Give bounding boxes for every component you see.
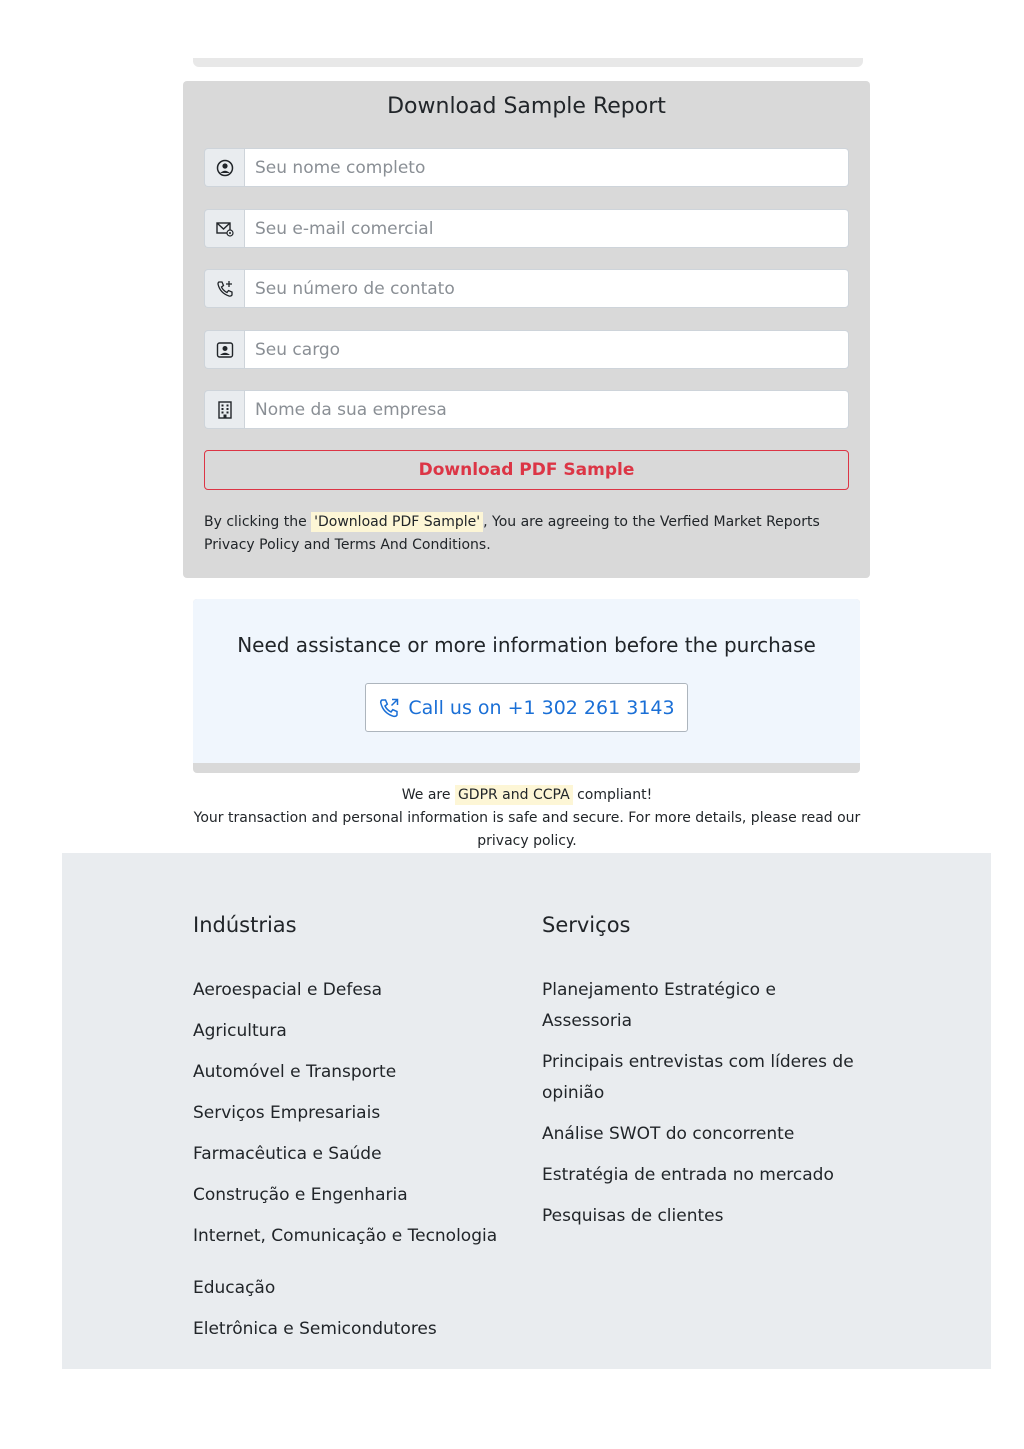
industry-link[interactable]: Eletrônica e Semicondutores — [193, 1319, 437, 1339]
disclaimer-suffix: , You are agreeing to the Verfied Market Reports Privacy Policy and Terms And Conditions. — [204, 514, 820, 553]
phone-field — [204, 269, 849, 308]
gdpr-line-2: Your transaction and personal information is safe and secure. For more details, please read our privacy policy. — [193, 810, 861, 849]
service-link[interactable]: Planejamento Estratégico e Assessoria — [542, 980, 776, 1031]
gdpr-prefix: We are — [401, 787, 455, 803]
job-title-input[interactable] — [244, 330, 849, 369]
gdpr-suffix: compliant! — [572, 787, 653, 803]
industry-link[interactable]: Serviços Empresariais — [193, 1103, 381, 1123]
assistance-title: Need assistance or more information before the purchase — [237, 633, 816, 657]
form-title: Download Sample Report — [387, 94, 666, 119]
email-field — [204, 209, 849, 248]
email-at-icon — [204, 209, 244, 248]
phone-input[interactable] — [244, 269, 849, 308]
previous-card-edge — [193, 58, 863, 67]
download-pdf-sample-button[interactable]: Download PDF Sample — [204, 450, 849, 490]
service-link[interactable]: Estratégia de entrada no mercado — [542, 1165, 834, 1185]
gdpr-notice — [190, 784, 864, 853]
industry-link[interactable]: Construção e Engenharia — [193, 1185, 408, 1205]
industry-link[interactable]: Agricultura — [193, 1021, 287, 1041]
gdpr-line-1 — [190, 784, 864, 807]
service-link[interactable]: Análise SWOT do concorrente — [542, 1124, 795, 1144]
company-field — [204, 390, 849, 429]
services-title: Serviços — [542, 913, 631, 937]
building-icon — [204, 390, 244, 429]
download-sample-form — [183, 81, 870, 578]
user-circle-icon — [204, 148, 244, 187]
industry-link[interactable]: Aeroespacial e Defesa — [193, 980, 383, 1000]
industries-list — [193, 975, 523, 1355]
person-badge-icon — [204, 330, 244, 369]
footer — [62, 853, 991, 1369]
email-input[interactable] — [244, 209, 849, 248]
industry-link[interactable]: Internet, Comunicação e Tecnologia — [193, 1226, 498, 1246]
job-title-field — [204, 330, 849, 369]
industry-link[interactable]: Automóvel e Transporte — [193, 1062, 397, 1082]
company-input[interactable] — [244, 390, 849, 429]
industry-link[interactable]: Educação — [193, 1278, 276, 1298]
call-us-label: Call us on +1 302 261 3143 — [408, 696, 675, 719]
assistance-card — [193, 599, 860, 773]
industry-link[interactable]: Farmacêutica e Saúde — [193, 1144, 382, 1164]
phone-outgoing-icon — [378, 697, 400, 719]
assistance-card-body — [193, 599, 860, 763]
industries-title: Indústrias — [193, 913, 297, 937]
call-us-button[interactable] — [365, 683, 688, 732]
gdpr-highlight: GDPR and CCPA — [455, 785, 573, 805]
terms-disclaimer — [204, 511, 844, 557]
service-link[interactable]: Pesquisas de clientes — [542, 1206, 724, 1226]
disclaimer-highlight: 'Download PDF Sample' — [311, 512, 483, 532]
full-name-field — [204, 148, 849, 187]
phone-plus-icon — [204, 269, 244, 308]
full-name-input[interactable] — [244, 148, 849, 187]
service-link[interactable]: Principais entrevistas com líderes de opinião — [542, 1052, 854, 1103]
services-list — [542, 975, 862, 1242]
disclaimer-prefix: By clicking the — [204, 514, 312, 530]
